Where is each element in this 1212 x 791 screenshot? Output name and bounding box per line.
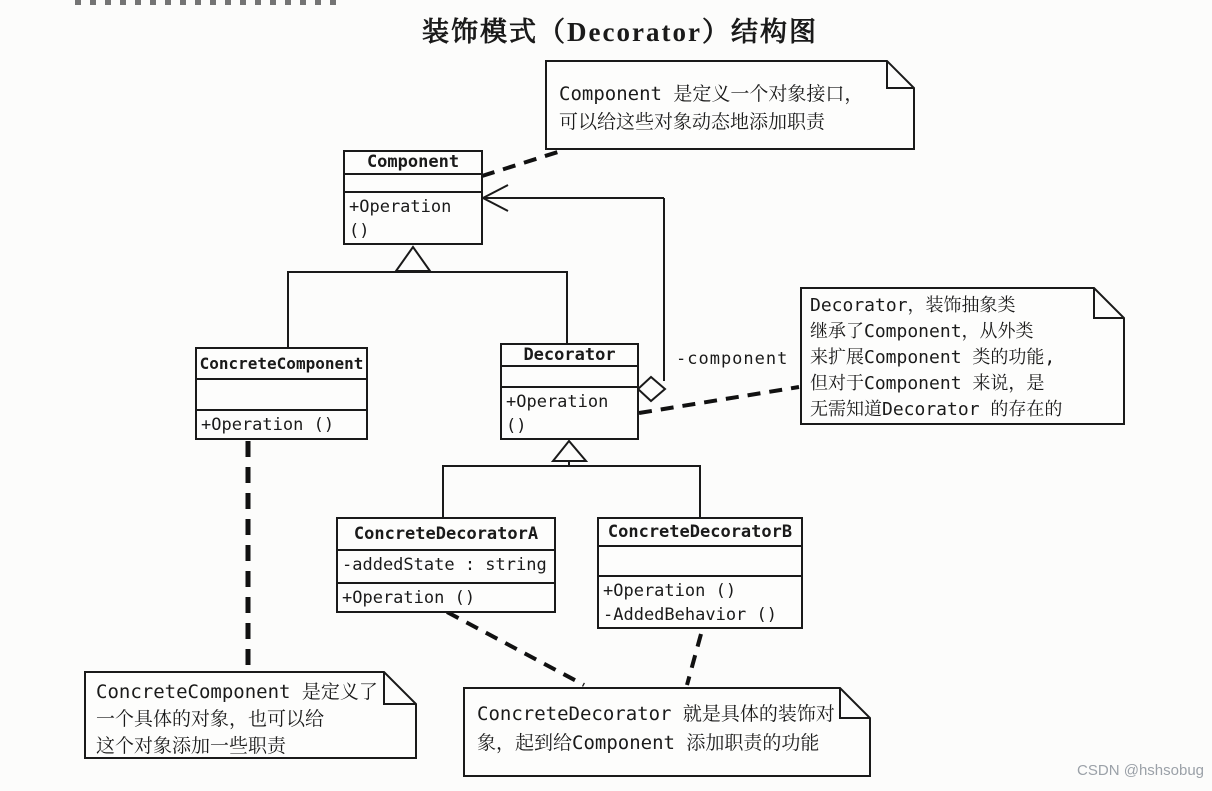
note-concretedecorator bbox=[463, 687, 871, 777]
note-component bbox=[545, 60, 915, 150]
class-concretedecoratorA-attrs bbox=[338, 549, 554, 582]
note-line: ConcreteComponent 是定义了 bbox=[96, 681, 378, 703]
operation-label: +Operation () bbox=[506, 392, 609, 436]
class-concretedecoratorB-name: ConcreteDecoratorB bbox=[607, 521, 793, 542]
class-component-ops bbox=[345, 191, 481, 243]
class-concretedecoratorB-attrs bbox=[599, 545, 801, 575]
class-component-attrs bbox=[345, 173, 481, 191]
class-component bbox=[343, 150, 483, 245]
class-concretedecoratorA bbox=[336, 517, 556, 613]
operation-label: +Operation () bbox=[603, 581, 737, 601]
class-decorator-ops bbox=[502, 386, 637, 438]
note-line: 象，起到给Component 添加职责的功能 bbox=[477, 732, 820, 754]
note-line: 一个具体的对象，也可以给 bbox=[96, 708, 325, 730]
note-line: 这个对象添加一些职责 bbox=[96, 735, 287, 757]
operation-label: +Operation () bbox=[349, 197, 452, 241]
generalization-triangle-decorator bbox=[553, 441, 586, 461]
class-decorator bbox=[500, 343, 639, 440]
aggregation-diamond-icon bbox=[638, 377, 665, 401]
class-concretecomponent bbox=[195, 347, 368, 440]
note-decorator bbox=[800, 287, 1125, 425]
operation-label: -AddedBehavior () bbox=[603, 605, 777, 625]
note-line: Component 是定义一个对象接口， bbox=[559, 83, 864, 105]
note-line: 继承了Component，从外类 bbox=[810, 321, 1034, 342]
note-line: 无需知道Decorator 的存在的 bbox=[810, 399, 1063, 420]
note-line: 可以给这些对象动态地添加职责 bbox=[559, 111, 826, 133]
operation-label: +Operation () bbox=[201, 415, 335, 435]
note-link-concretedecoratorA bbox=[447, 612, 584, 685]
attribute-label: -addedState : string bbox=[342, 555, 547, 575]
class-concretedecoratorA-name: ConcreteDecoratorA bbox=[353, 524, 539, 544]
page-title: 装饰模式（Decorator）结构图 bbox=[422, 17, 818, 47]
note-concretecomponent bbox=[84, 671, 417, 759]
note-link-component bbox=[482, 151, 561, 176]
class-concretedecoratorA-ops bbox=[338, 582, 554, 611]
class-decorator-name: Decorator bbox=[523, 345, 616, 365]
class-concretecomponent-name: ConcreteComponent bbox=[199, 354, 364, 373]
class-concretecomponent-attrs bbox=[197, 378, 366, 409]
class-decorator-attrs bbox=[502, 365, 637, 386]
class-concretedecoratorB-ops bbox=[599, 575, 801, 627]
class-concretedecoratorB bbox=[597, 517, 803, 629]
note-line: 但对于Component 来说，是 bbox=[810, 373, 1045, 394]
generalization-triangle-component bbox=[396, 247, 430, 271]
note-line: 来扩展Component 类的功能, bbox=[810, 347, 1056, 368]
note-line: ConcreteDecorator 就是具体的装饰对 bbox=[477, 703, 835, 725]
operation-label: +Operation () bbox=[342, 588, 476, 608]
note-line: Decorator，装饰抽象类 bbox=[810, 295, 1016, 316]
association-role-label: -component bbox=[676, 349, 789, 369]
note-link-concretedecoratorB bbox=[687, 634, 701, 685]
class-component-name: Component bbox=[366, 152, 460, 173]
watermark: CSDN @hshsobug bbox=[1077, 762, 1204, 779]
class-concretecomponent-ops bbox=[197, 409, 366, 438]
